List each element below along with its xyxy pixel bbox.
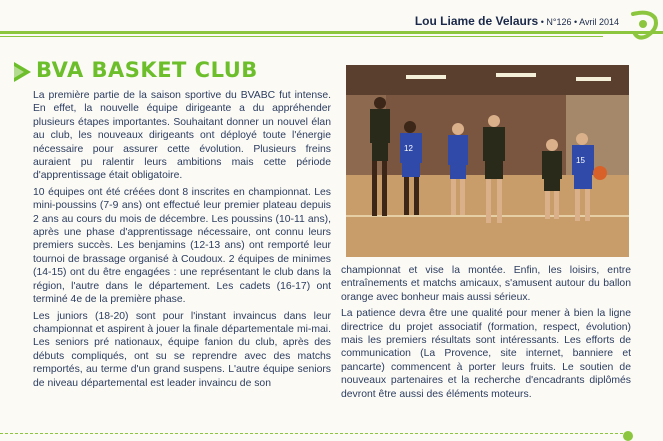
header-rule-thin (0, 36, 603, 37)
play-arrow-icon (12, 61, 32, 83)
article-title: BVA BASKET CLUB (36, 58, 258, 82)
paragraph: Les juniors (18-20) sont pour l'instant invaincus dans leur championnat et aspirent à jouer la finale départementale mi-mai. Les seniors pré nationaux, équipe fanion du club, après des débuts compliqués, ont su se reprendre avec des matchs remportés, au terme d'un grand suspens. L'autre équipe seniors de niveau départemental est leader invaincu de son (33, 310, 331, 389)
leaf-swirl-icon (629, 8, 659, 42)
publication-name: Lou Liame de Velaurs (414, 14, 539, 28)
basketball-icon (593, 166, 607, 180)
issue-info: • N°126 • Avril 2014 (538, 17, 619, 27)
footer-dot (623, 431, 633, 441)
paragraph: La première partie de la saison sportive du BVABC fut intense. En effet, la nouvelle équipe dirigeante a du appréhender plusieurs étapes importantes. Souhaitant donner un nouvel élan au club, les nouveaux dirigeants ont déployé toute l'énergie nécessaire pour assurer cette évolution. Plusieurs freins auraient pu ralentir leurs ambitions mais cette période d'apprentissage était obligatoire. (33, 90, 331, 182)
paragraph: 10 équipes ont été créées dont 8 inscrites en championnat. Les mini-poussins (7-9 ans) ont effectué leur premier plateau depuis 2 ans au cours du mois de décembre. Les poussins (10-11 ans), après une phase d'apprentissage nécessaire, ont connu leurs premiers succès. Les benjamins (12-13 ans) ont remporté leur tournoi de brassage organisé à Coudoux. 2 équipes de minimes (14-15) ont du être engagées : une représentant le club dans la région, l'autre dans le département. Les cadets (16-17) ont terminé 4e de la première phase. (33, 186, 331, 306)
right-column (341, 264, 631, 404)
team-photo (346, 65, 629, 257)
left-column (33, 89, 331, 393)
footer-rule (0, 433, 623, 435)
paragraph: championnat et vise la montée. Enfin, les loisirs, entre entraînements et matchs amicaux, s'amusent autour du ballon orange avec bonheur mais aussi sérieux. (341, 265, 631, 303)
basketball-game-photo (346, 65, 629, 257)
jersey-number: 12 (404, 144, 413, 153)
header-rule (0, 31, 663, 34)
paragraph: La patience devra être une qualité pour mener à bien la ligne directrice du projet associatif (formation, respect, évolution) mais les premiers résultats sont intéressants. Les efforts de communication (La Provence, site internet, banniere et pancarte) commencent à porter leurs fruits. Le soutien de nouveaux partenaires et la recherche d'encadrants diplômés devront être aussi des éléments moteurs. (341, 308, 631, 400)
masthead (415, 14, 619, 28)
jersey-number: 15 (576, 156, 585, 165)
